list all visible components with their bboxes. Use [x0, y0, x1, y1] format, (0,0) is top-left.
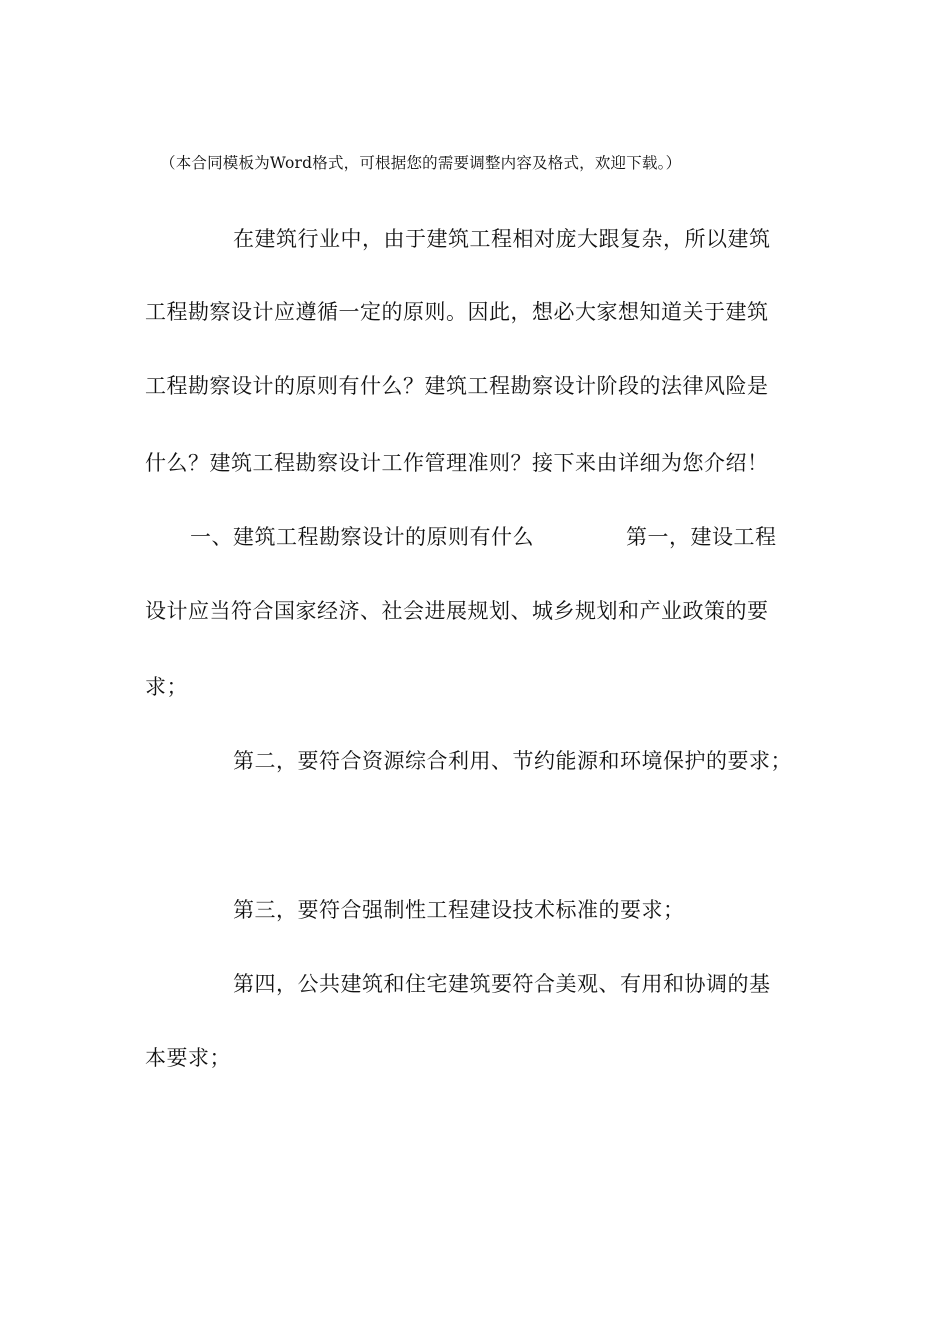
- fourth-rule-line-2: 本要求；: [145, 1046, 231, 1070]
- second-rule: 第二，要符合资源综合利用、节约能源和环境保护的要求；: [233, 749, 792, 773]
- intro-line-4: 什么？建筑工程勘察设计工作管理准则？接下来由详细为您介绍！: [145, 451, 769, 475]
- section-heading-row: [190, 522, 850, 552]
- intro-line-3: 工程勘察设计的原则有什么？建筑工程勘察设计阶段的法律风险是: [145, 374, 769, 398]
- third-rule: 第三，要符合强制性工程建设技术标准的要求；: [233, 898, 685, 922]
- fourth-rule-line-1: 第四，公共建筑和住宅建筑要符合美观、有用和协调的基: [233, 972, 771, 996]
- first-rule-line-1: 设计应当符合国家经济、社会进展规划、城乡规划和产业政策的要: [145, 599, 769, 623]
- intro-line-2: 工程勘察设计应遵循一定的原则。因此，想必大家想知道关于建筑: [145, 300, 769, 324]
- section-heading: 一、建筑工程勘察设计的原则有什么: [190, 525, 534, 549]
- first-rule-start: 第一，建设工程: [626, 525, 777, 549]
- intro-line-1: 在建筑行业中，由于建筑工程相对庞大跟复杂，所以建筑: [233, 227, 771, 251]
- first-rule-line-2: 求；: [145, 675, 188, 699]
- template-note: （本合同模板为Word格式，可根据您的需要调整内容及格式，欢迎下载。）: [160, 154, 682, 172]
